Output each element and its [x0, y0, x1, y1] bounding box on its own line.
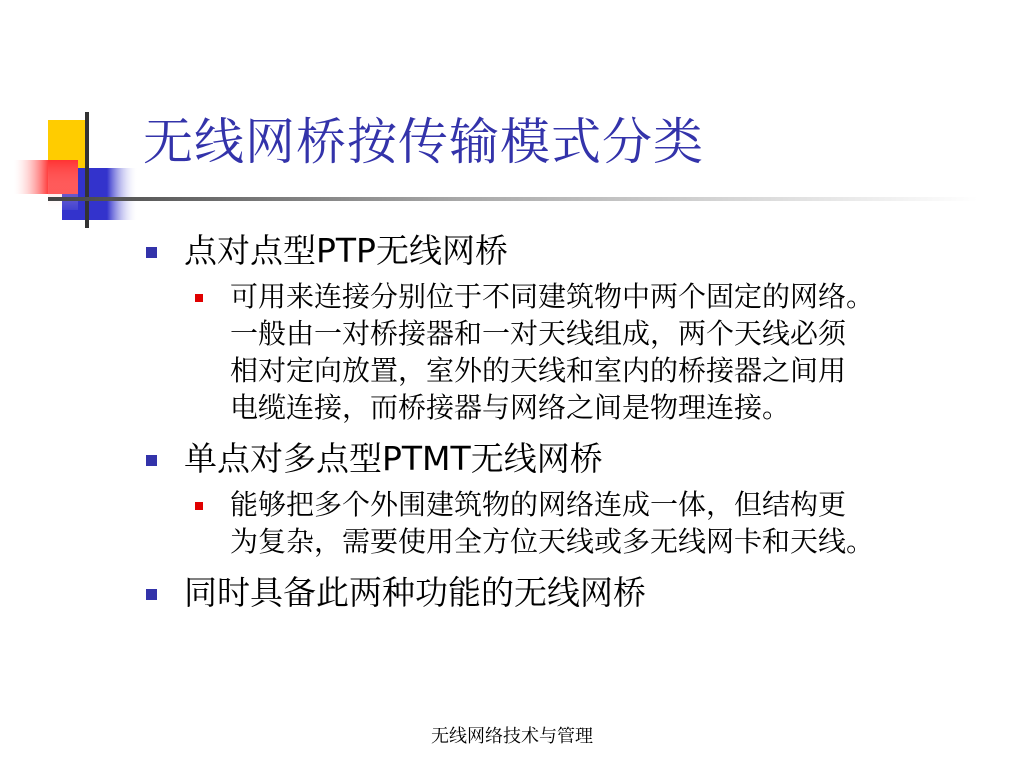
corner-decoration — [0, 0, 140, 240]
slide-title: 无线网桥按传输模式分类 — [143, 113, 704, 171]
sub-bullet-line: 能够把多个外围建筑物的网络连成一体，但结构更 — [230, 488, 847, 521]
bullet-item-dual — [146, 570, 1016, 616]
sub-bullet-line: 可用来连接分别位于不同建筑物中两个固定的网络。 — [230, 280, 875, 313]
sub-bullet-ptp — [193, 278, 980, 426]
slide-footer: 无线网络技术与管理 — [431, 726, 593, 747]
square-bullet-icon — [146, 455, 157, 466]
bullet-text: 点对点型PTP无线网桥 — [184, 231, 508, 270]
deco-vertical-line — [85, 112, 89, 228]
title-underline — [48, 197, 978, 201]
bullet-item-ptmt — [146, 436, 1016, 482]
sub-bullet-ptmt — [193, 486, 980, 560]
sub-bullet-line: 一般由一对桥接器和一对天线组成，两个天线必须 — [230, 317, 847, 350]
square-bullet-icon — [195, 502, 203, 510]
bullet-text: 单点对多点型PTMT无线网桥 — [184, 439, 603, 478]
square-bullet-icon — [146, 589, 157, 600]
bullet-text: 同时具备此两种功能的无线网桥 — [184, 573, 646, 612]
sub-bullet-line: 为复杂，需要使用全方位天线或多无线网卡和天线。 — [230, 525, 875, 558]
slide-content — [146, 228, 1016, 616]
bullet-item-ptp — [146, 228, 1016, 274]
sub-bullet-line: 相对定向放置，室外的天线和室内的桥接器之间用 — [230, 354, 847, 387]
square-bullet-icon — [146, 247, 157, 258]
square-bullet-icon — [195, 294, 203, 302]
sub-bullet-line: 电缆连接，而桥接器与网络之间是物理连接。 — [230, 391, 791, 424]
